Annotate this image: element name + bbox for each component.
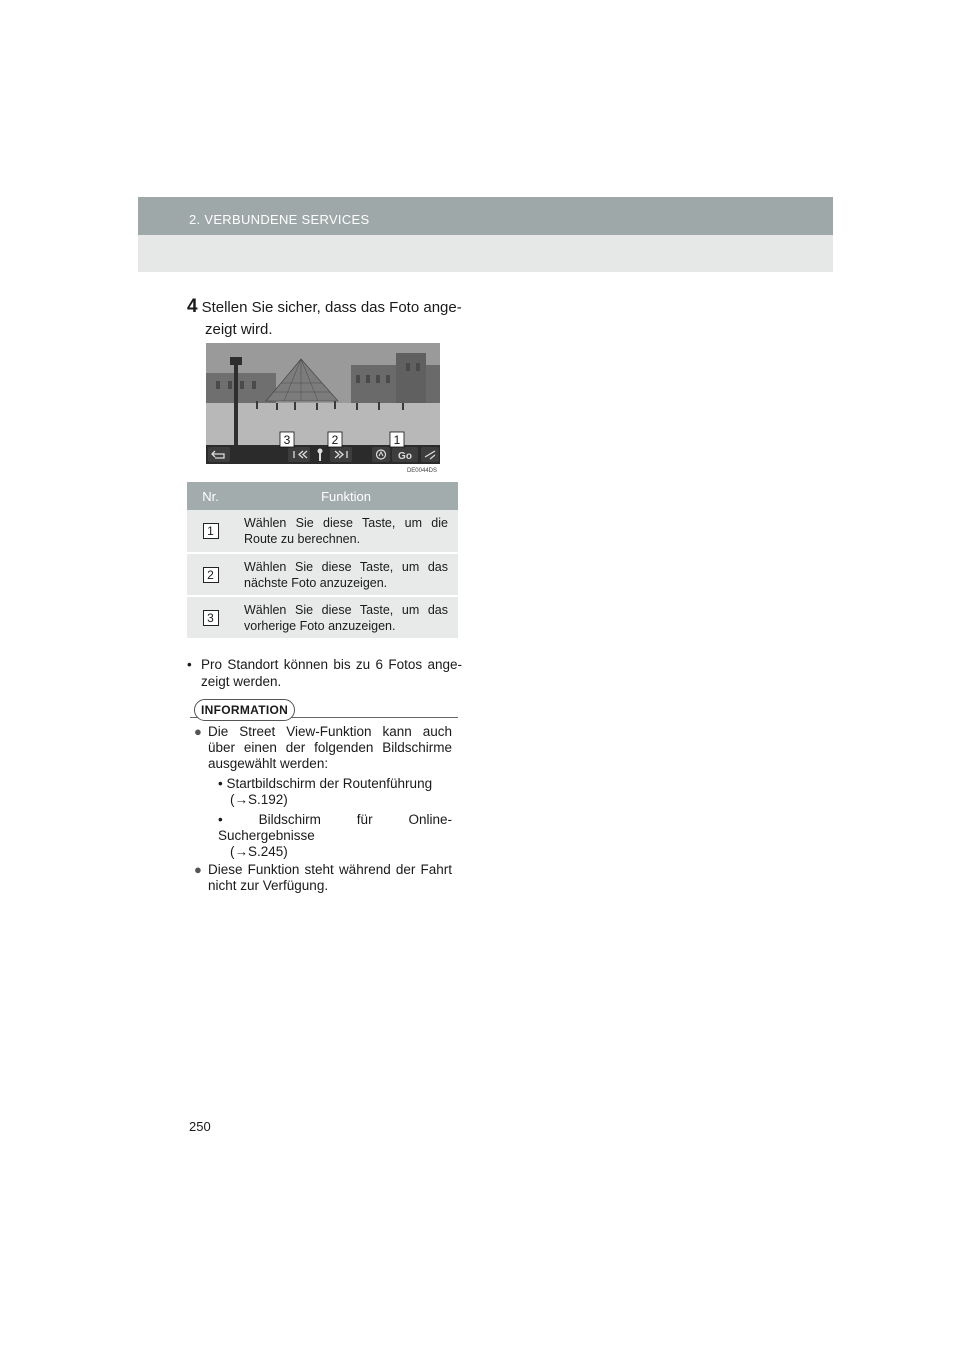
row-number-box: 2 (203, 567, 219, 583)
header-nr: Nr. (187, 482, 234, 510)
step-number: 4 (187, 296, 198, 317)
info-subitem (208, 776, 452, 808)
step-4 (187, 296, 462, 341)
next-icon (330, 447, 352, 462)
step-text-line2: zeigt wird. (205, 321, 273, 338)
row-number-box: 3 (203, 610, 219, 626)
bullet-icon: ● (194, 862, 202, 877)
subitem-text: • Bildschirm für Online-Suchergebnisse (218, 812, 452, 843)
note-text: Pro Standort können bis zu 6 Fotos ange-zeigt werden. (201, 657, 462, 689)
page-reference-link[interactable]: (→S.245) (230, 844, 288, 859)
bullet-icon: ● (194, 724, 202, 739)
route-icon (372, 447, 390, 462)
subitem-text: • Startbildschirm der Routenführung (218, 776, 433, 791)
previous-icon (288, 447, 310, 462)
info-item (194, 862, 452, 894)
svg-text:Go: Go (398, 451, 412, 462)
photo-caption: DE0044DS (406, 468, 437, 474)
table-row (187, 596, 458, 639)
callout-2: 2 (331, 433, 339, 447)
row-text: Wählen Sie diese Taste, um das vorherige Foto anzuzeigen. (234, 596, 458, 639)
callout-3: 3 (283, 433, 291, 447)
page-reference-link[interactable]: (→S.192) (230, 792, 288, 807)
step-text-line1: Stellen Sie sicher, dass das Foto ange- (201, 299, 462, 316)
section-title: 2. VERBUNDENE SERVICES (189, 212, 370, 227)
street-view-screenshot (206, 343, 440, 474)
go-button (392, 447, 418, 462)
info-item (194, 724, 452, 860)
table-row (187, 510, 458, 553)
header-funktion: Funktion (234, 482, 458, 510)
info-subitem (208, 812, 452, 860)
map-icon (421, 447, 439, 462)
page-number: 250 (189, 1119, 211, 1134)
information-box (194, 724, 452, 896)
table-row (187, 553, 458, 596)
information-label: INFORMATION (194, 699, 295, 721)
bullet-icon: • (187, 657, 192, 672)
note-bullet (187, 656, 462, 690)
row-number-box: 1 (203, 523, 219, 539)
callout-1: 1 (393, 433, 401, 447)
header-subbar (138, 235, 833, 272)
function-table (187, 482, 458, 640)
info-item-text: Die Street View-Funktion kann auch über einen der folgenden Bildschirme ausgewählt werden: (208, 724, 452, 771)
info-item-text: Diese Funktion steht während der Fahrt nicht zur Verfügung. (208, 862, 452, 893)
row-text: Wählen Sie diese Taste, um die Route zu berechnen. (234, 510, 458, 553)
row-text: Wählen Sie diese Taste, um das nächste Foto anzuzeigen. (234, 553, 458, 596)
back-icon (208, 447, 230, 462)
